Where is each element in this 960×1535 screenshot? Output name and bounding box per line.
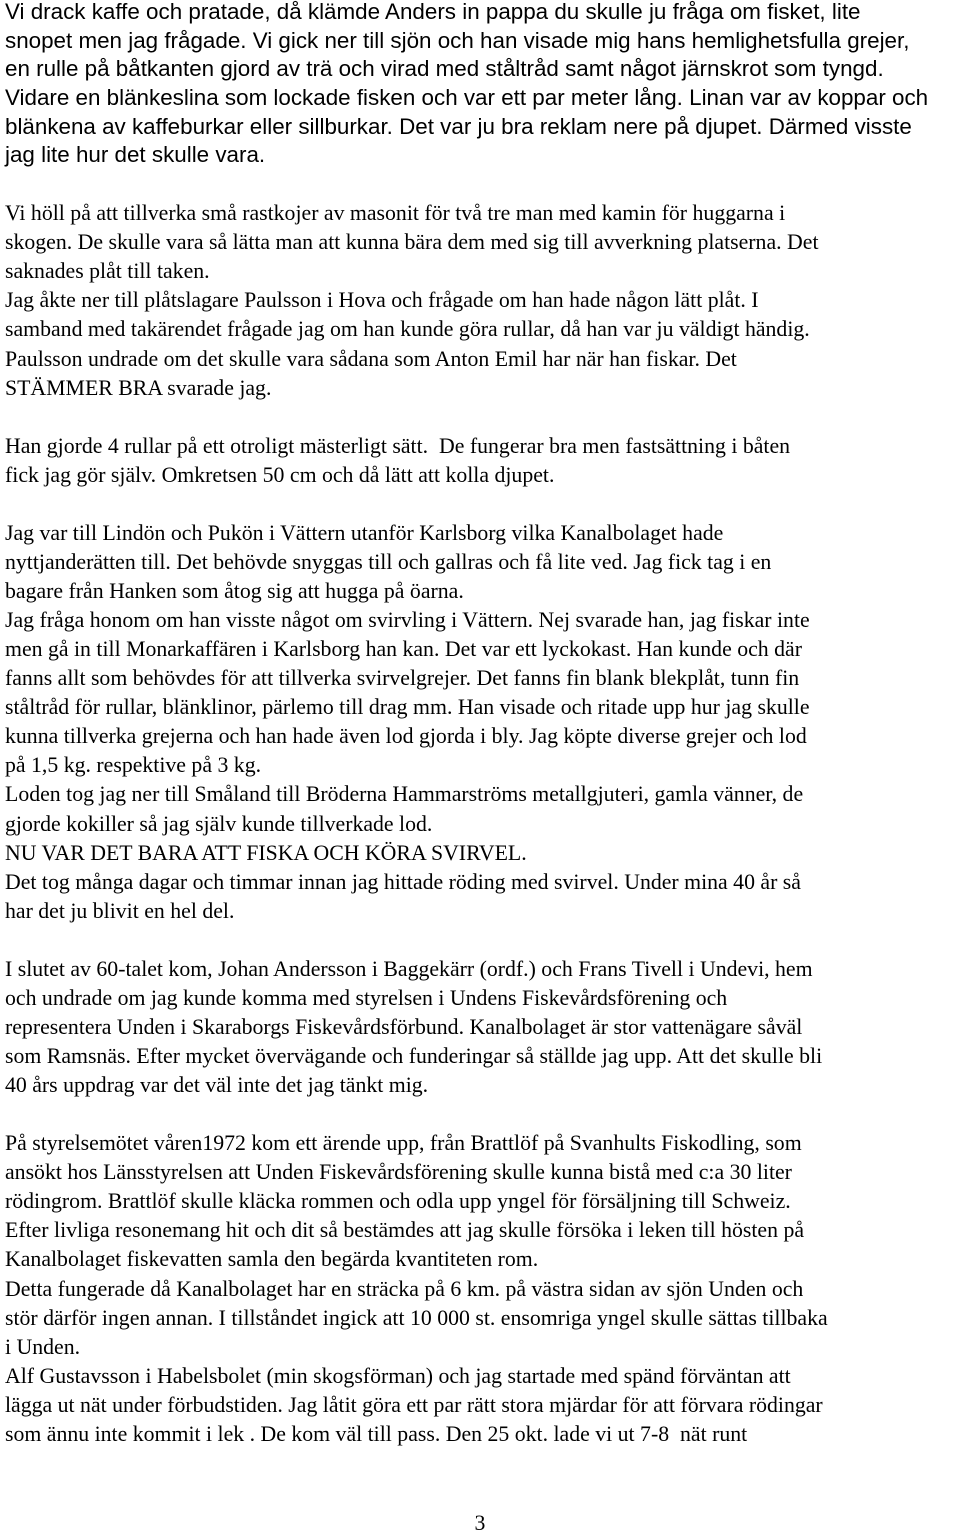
document-page (5, 0, 955, 1449)
text-line: Vidare en blänkeslina som lockade fisken och var ett par meter lång. Linan var av koppar och (5, 85, 929, 111)
text-line: Efter livliga resonemang hit och dit så bestämdes att jag skulle försöka i leken till hösten på (5, 1218, 805, 1243)
text-line: har det ju blivit en hel del. (5, 898, 235, 923)
text-line: snopet men jag frågade. Vi gick ner till sjön och han visade mig hans hemlighetsfulla grejer, (5, 27, 910, 53)
text-line: som ännu inte kommit i lek . De kom väl till pass. Den 25 okt. lade vi ut 7-8 nät runt (5, 1421, 748, 1446)
text-line: Paulsson undrade om det skulle vara sådana som Anton Emil har när han fiskar. Det (5, 346, 737, 371)
text-line: I slutet av 60-talet kom, Johan Andersson i Baggekärr (ordf.) och Frans Tivell i Undevi, hem (5, 956, 813, 981)
text-line: en rulle på båtkanten gjord av trä och virad med ståltråd samt något järnskrot som tyngd. (5, 56, 884, 82)
text-line: jag lite hur det skulle vara. (5, 142, 266, 168)
text-line: ansökt hos Länsstyrelsen att Unden Fiskevårdsförening skulle kunna bistå med c:a 30 liter (5, 1160, 792, 1185)
text-line: gjorde kokiller så jag själv kunde tillverkade lod. (5, 811, 433, 836)
text-line: fick jag gör själv. Omkretsen 50 cm och då lätt att kolla djupet. (5, 462, 555, 487)
text-line: skogen. De skulle vara så lätta man att kunna bära dem med sig till avverkning platserna. Det (5, 230, 819, 255)
text-line: Vi höll på att tillverka små rastkojer av masonit för två tre man med kamin för huggarna i (5, 201, 786, 226)
paragraph-svirvel (5, 519, 955, 926)
text-line: stör därför ingen annan. I tillståndet ingick att 10 000 st. ensomriga yngel skulle sättas tillbaka (5, 1305, 828, 1330)
text-line: Jag fråga honom om han visste något om svirvling i Vättern. Nej svarade han, jag fiskar inte (5, 608, 810, 633)
paragraph-rastkojer (5, 199, 955, 402)
page-number: 3 (474, 1511, 486, 1535)
text-line: 40 års uppdrag var det väl inte det jag tänkt mig. (5, 1073, 429, 1098)
text-line: nyttjanderätten till. Det behövde snyggas till och gallras och få lite ved. Jag fick tag i en (5, 549, 772, 574)
text-line: Detta fungerade då Kanalbolaget har en sträcka på 6 km. på västra sidan av sjön Unden och (5, 1276, 804, 1301)
text-line: NU VAR DET BARA ATT FISKA OCH KÖRA SVIRVEL. (5, 840, 527, 865)
text-line: STÄMMER BRA svarade jag. (5, 375, 272, 400)
text-line: Kanalbolaget fiskevatten samla den begärda kvantiteten rom. (5, 1247, 539, 1272)
text-line: På styrelsemötet våren1972 kom ett ärende upp, från Brattlöf på Svanhults Fiskodling, som (5, 1131, 802, 1156)
text-line: Alf Gustavsson i Habelsbolet (min skogsförman) och jag startade med spänd förväntan att (5, 1363, 791, 1388)
text-line: bagare från Hanken som åtog sig att hugga på öarna. (5, 579, 464, 603)
text-line: lägga ut nät under förbudstiden. Jag låtit göra ett par rätt stora mjärdar för att förvara rödingar (5, 1392, 823, 1417)
text-line: fanns allt som behövdes för att tillverka svirvelgrejer. Det fanns fin blank blekplåt, tunn fin (5, 666, 800, 691)
text-line: rödingrom. Brattlöf skulle kläcka rommen och odla upp yngel för försäljning till Schweiz. (5, 1189, 791, 1214)
paragraph-rullar (5, 432, 955, 490)
text-line: ståltråd för rullar, blänklinor, pärlemo till drag mm. Han visade och ritade upp hur jag skulle (5, 695, 810, 720)
text-line: Han gjorde 4 rullar på ett otroligt mästerligt sätt. De fungerar bra men fastsättning i båten (5, 433, 791, 458)
text-line: Det tog många dagar och timmar innan jag hittade röding med svirvel. Under mina 40 år så (5, 869, 801, 894)
text-line: i Unden. (5, 1334, 81, 1359)
text-line: representera Unden i Skaraborgs Fiskevårdsförbund. Kanalbolaget är stor vattenägare såväl (5, 1014, 803, 1039)
text-line: Vi drack kaffe och pratade, då klämde Anders in pappa du skulle ju fråga om fisket, lite (5, 0, 861, 24)
text-line: kunna tillverka grejerna och han hade även lod gjorda i bly. Jag köpte diverse grejer och lod (5, 724, 807, 749)
text-line: Jag var till Lindön och Pukön i Vättern utanför Karlsborg vilka Kanalbolaget hade (5, 520, 724, 545)
paragraph-fiskevardsforening (5, 955, 955, 1100)
text-line: samband med takärendet frågade jag om han kunde göra rullar, då han var ju väldigt händig. (5, 317, 810, 342)
text-line: Jag åkte ner till plåtslagare Paulsson i Hova och frågade om han hade någon lätt plåt. I (5, 288, 759, 313)
paragraph-styrelsemote (5, 1129, 955, 1449)
text-line: men gå in till Monarkaffären i Karlsborg han kan. Det var ett lyckokast. Han kunde och där (5, 637, 802, 662)
text-line: blänkena av kaffeburkar eller sillburkar. Det var ju bra reklam nere på djupet. Därmed visste (5, 113, 912, 139)
paragraph-fishing-intro (5, 0, 955, 170)
text-line: på 1,5 kg. respektive på 3 kg. (5, 753, 262, 778)
text-line: som Ramsnäs. Efter mycket övervägande och funderingar så ställde jag upp. Att det skulle bli (5, 1044, 823, 1068)
text-line: saknades plåt till taken. (5, 259, 210, 284)
text-line: och undrade om jag kunde komma med styrelsen i Undens Fiskevårdsförening och (5, 985, 728, 1010)
text-line: Loden tog jag ner till Småland till Bröderna Hammarströms metallgjuteri, gamla vänner, de (5, 782, 804, 807)
